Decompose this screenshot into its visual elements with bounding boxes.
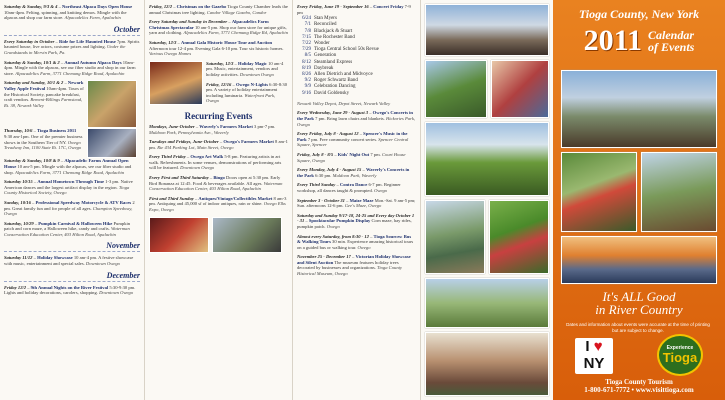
slogan-line-1: It's ALL Good bbox=[602, 289, 676, 304]
cover-panel bbox=[553, 0, 725, 400]
photo-apple-festival bbox=[87, 80, 137, 128]
lineup-date: 9/16 bbox=[302, 90, 311, 96]
experience-tioga-logo bbox=[657, 334, 703, 376]
photo-market bbox=[212, 217, 282, 253]
event-entry: Saturday, 10/29 – Pumpkin Carnival & Halloween Hike Pumpkin patch and corn maze, a Halloween hike, candy and crafts. Waterman Conservation Education Center, 403 Hilton Road, Apalachin bbox=[4, 220, 131, 237]
recurring-events-heading: Recurring Events bbox=[184, 110, 253, 121]
event-entry: Saturday and Sunday, 10/1 & 2 – Newark Valley Apple Festival 10am-4pm. Tours of the Historical Society, pancake breakfast, craft vendors. Bement-Billings Farmstead, Rt. 38, Newark Valley bbox=[4, 80, 84, 108]
lineup-date: 6/24 bbox=[302, 16, 311, 22]
month-heading-december: December bbox=[4, 271, 140, 282]
photo-musicians bbox=[149, 217, 209, 253]
of-events-word: of Events bbox=[648, 40, 695, 54]
calendar-title bbox=[648, 29, 694, 53]
panel-events-october bbox=[0, 0, 145, 400]
event-entry: Thursday, 10/6 – Tioga Business 2011 9:30 am-1pm. One of the premier business shows in the Southern Tier of NY. Owego Treadway Inn, 1100 State Rt. 17C, Owego bbox=[4, 128, 83, 151]
lineup-performer: Steamland Express bbox=[314, 59, 353, 65]
photo-orchard bbox=[425, 60, 487, 118]
photo-historic-building bbox=[425, 332, 549, 396]
slogan-line-2: in River Country bbox=[595, 302, 683, 317]
county-name: Tioga County, New York bbox=[578, 7, 700, 21]
event-entry: Every Third Friday – Owego Art Walk 5-8 pm. Featuring artists in art walk. Refreshments. In some venues, demonstrations of performing arts will be featured. Downtown Owego bbox=[149, 154, 282, 171]
lineup-row bbox=[297, 91, 416, 97]
logo-text: Tioga bbox=[662, 350, 698, 365]
month-heading-october: October bbox=[4, 25, 140, 36]
photo-farm-field bbox=[425, 122, 549, 196]
event-entry: Every Saturday and Sunday in December – Alpacadelics Farm Christmas Spectacular 10 am-5 pm. Shop our farm store for unique gifts, yarn and clothing. Alpacadelics Farm, 3771 Chemung Ridge Rd, Apalachin bbox=[149, 19, 288, 36]
calendar-word: Calendar bbox=[648, 28, 695, 42]
lineup-performer: Blackjack & Stuart bbox=[314, 28, 353, 34]
footer bbox=[553, 378, 725, 394]
event-entry: Mondays, June-October – Waverly's Farmers Market 3 pm-7 pm. Muldoon Park, Pennsylvania Ave., Waverly bbox=[149, 123, 276, 135]
i-love-ny-logo: I ♥ NY bbox=[575, 338, 613, 374]
lineup-performer: Roger Schwartz Band bbox=[314, 78, 358, 84]
event-entry: Saturday, 12/3 – Annual Gala Historic House Tour and Auction Afternoon tour 12-4 pm. Evening Gala 6-10 pm. Tour six historic homes. Various Owego Homes bbox=[149, 39, 284, 57]
panel-events-december-recurring bbox=[145, 0, 293, 400]
lineup-performer: Allen Dietrich and Midvoyce bbox=[314, 72, 373, 78]
event-entry: Every Saturday in October – Ride for Life Haunted House 7pm. Spirits haunted house, live actors, costume prizes and lighting. Under the Grandstands in Mervin Park, Pa. bbox=[4, 38, 140, 55]
event-entry: Every Friday, June 19 - September 16 – Concert Friday 7-9 pm bbox=[297, 4, 411, 15]
lineup-performer: David Goldensky bbox=[314, 90, 350, 96]
lineup-performer: Generation bbox=[314, 53, 337, 59]
event-entry: Every Friday, July 8 - August 12 – Spencer's Music in the Park 7 pm. Free community concert series. Spencer Central Square, Spencer bbox=[297, 131, 409, 148]
panel-photo-collage bbox=[421, 0, 553, 400]
lineup-date: 8/5 bbox=[304, 53, 311, 59]
lineup-date: 7/29 bbox=[302, 47, 311, 53]
event-entry: Sunday, 10/16 – Professional Speedway Motorcycle & ATV Races 2 pm. Great family fun and for people of all ages. Champion Speedway, Owego bbox=[4, 199, 135, 217]
event-entry: Saturday 10/15 – Annual Hometown Through Time 1-3 pm. Native American dances and the largest artifact display in the region. Tioga County Historical Society, Owego bbox=[4, 179, 133, 196]
event-entry: September 3 - October 31 – Maize Maze Mon.-Sat. 9 am-5 pm; Sun. afternoons 12-6 pm. Gee's Maze, Owego bbox=[297, 197, 416, 209]
photo-kids-fair bbox=[491, 60, 549, 118]
photo-business-show bbox=[87, 128, 137, 158]
lineup-performer: Tioga Central School 50s Revue bbox=[314, 47, 379, 53]
event-entry: Saturday & Sunday, 10/8 & 9 – Alpacadelic Farms Annual Open House 10 am-5 pm. Mingle with the alpacas, see our fiber studio and shop. Alpacadelics Farm, 3771 Chemung Ridge Road, Apalachin bbox=[4, 158, 132, 175]
event-entry: Saturday, 12/3 – Holiday Magic 10 am-4 pm. Music, entertainment, vendors and holiday activities. Downtown Owego bbox=[206, 60, 284, 77]
event-entry: Every First and Third Saturday – Bingo Doors open at 5:30 pm. Early Bird Bonanza at 12:45. Food & beverages available. All ages. Waterman Conservation Education Center, 403 Hilton Road, Apalachin bbox=[149, 175, 283, 192]
lineup-performer: Celebration Dancing bbox=[314, 84, 356, 90]
lineup-date: 9/2 bbox=[304, 78, 311, 84]
year: 2011 bbox=[583, 24, 642, 57]
event-entry: November 25 - December 17 – Victorian Holiday Showcase and Silent Auction The museum features holiday trees decorated by businesses and organizations. Tioga County Historical Museum, Owego bbox=[297, 254, 411, 277]
tourism-contact: 1-800-671-7772 • www.visittioga.com bbox=[584, 386, 694, 394]
photo-countryside bbox=[425, 278, 549, 328]
lineup-date: 7/8 bbox=[304, 28, 311, 34]
cover-title bbox=[553, 7, 725, 58]
event-entry: Friday, July 8 - 8/5 – Kids' Night Out 7 pm. Court House Square, Owego bbox=[297, 151, 406, 163]
event-entry: Tuesdays and Fridays, June-October – Owego's Farmers Market 8 am-1 pm. Rte 434 Parking Lot, Main Street, Owego bbox=[149, 139, 288, 150]
panel-summer-concerts bbox=[293, 0, 421, 400]
event-location: Newark Valley Depot, Depot Street, Newark Valley bbox=[297, 100, 391, 106]
event-entry: Saturday & Sunday, 9/3 & 4 – Northeast Alpaca Days Open House 10am-4pm. Felting, spinning, and knitting demos. Mingle with the alpacas and shop our farm store. Alpacadelics Farm, Apalachin bbox=[4, 4, 133, 21]
event-entry: Friday, 12/16 – Owego N-Lights 6:30-8:30 pm. A variety of holiday entertainment including luminaria. Waterfront Park, Owego bbox=[206, 81, 288, 104]
photo-strawberry-picking bbox=[489, 200, 549, 274]
tourism-name: Tioga County Tourism bbox=[605, 378, 673, 386]
lineup-date: 7/1 bbox=[304, 22, 311, 28]
lineup-date: 8/12 bbox=[302, 59, 311, 65]
photo-holiday-magic bbox=[149, 61, 203, 105]
photo-cyclist bbox=[561, 152, 637, 232]
lineup-date: 9/9 bbox=[304, 84, 311, 90]
photo-river-bank bbox=[425, 200, 485, 274]
lineup-date: 8/26 bbox=[302, 72, 311, 78]
event-entry: First and Third Sunday – Antiques/Vintage/Collectibles Market 8 am-3 pm. Antiquing and 45,000 sf of indoor antiques, rain or shine. Owego Elks Expo, Owego bbox=[149, 195, 287, 213]
lineup-performer: Daybreak bbox=[314, 65, 334, 71]
lineup-date: 7/15 bbox=[302, 34, 311, 40]
event-entry: Saturday & Sunday, 10/1 & 2 – Annual Autumn Alpaca Days 10am-4pm. Mingle with the alpacas, see our fiber studio and shop in our farm store. Alpacadelics Farm, 3771 Chemung Ridge Road, Apalachin bbox=[4, 59, 136, 76]
logo-subtext: Experience bbox=[666, 345, 694, 351]
event-entry: Every Monday, July 4 - August 15 – Waverly's Concerts in the Park 6:30 pm. Muldoon Park, Waverly bbox=[297, 167, 410, 178]
lineup-performer: The Rochester Band bbox=[314, 34, 355, 40]
lineup-performer: Stan Myers bbox=[314, 16, 337, 22]
photo-river-sunset bbox=[561, 236, 717, 284]
heart-icon: ♥ bbox=[593, 338, 603, 355]
month-heading-november: November bbox=[4, 241, 140, 252]
event-entry: Friday, 12/2 – Christmas on the Gazebo Tioga County Chamber leads the annual Christmas tree lighting. Candor Village Gazebo, Candor bbox=[149, 4, 288, 15]
lineup-date: 8/19 bbox=[302, 65, 311, 71]
photo-horses bbox=[641, 152, 717, 232]
event-entry: Every Third Sunday – Contra Dance 6-7 pm. Beginner workshop, all dances taught & prompted. Owego bbox=[297, 182, 401, 193]
photo-marching-band bbox=[425, 4, 549, 56]
lineup-performer: Reconciled bbox=[314, 22, 337, 28]
event-entry: Every Wednesday, June 29 - August 3 – Owego's Concerts in the Park 7 pm. Bring lawn chairs and blankets. Hickories Park, Owego bbox=[297, 110, 416, 127]
fine-print: Dates and information about events were accurate at the time of printing but are subject to change. bbox=[566, 322, 710, 333]
lineup-performer: Wonder bbox=[314, 41, 330, 46]
event-entry: Friday 12/2 – 9th Annual Nights on the River Festival 5:30-9:30 pm. Lights and holiday decorations, carolers, shopping. Downtown Owego bbox=[4, 284, 136, 296]
concert-lineup-list bbox=[293, 16, 420, 97]
lineup-date: 7/22 bbox=[302, 41, 311, 46]
event-entry: Saturday 11/12 – Holiday Showcase 10 am-4 pm. A festive showcase with music, entertainment and special sales. Downtown Owego bbox=[4, 255, 134, 267]
slogan bbox=[553, 290, 725, 316]
photo-festival-crowd bbox=[561, 70, 717, 148]
event-entry: Saturday and Sunday 9/17-18, 24-25 and Every day October 1 - 31 – Spooktacular Pumpkin Display Corn maze, hay rides, pumpkin patch. Owego bbox=[297, 212, 415, 229]
event-entry: Almost every Saturday, from 8:30 - 12 – Tioga Sources: Bus & Walking Tours 30 min. Experience amazing historical tours on a guided bus or walking tour. Owego bbox=[297, 233, 414, 250]
